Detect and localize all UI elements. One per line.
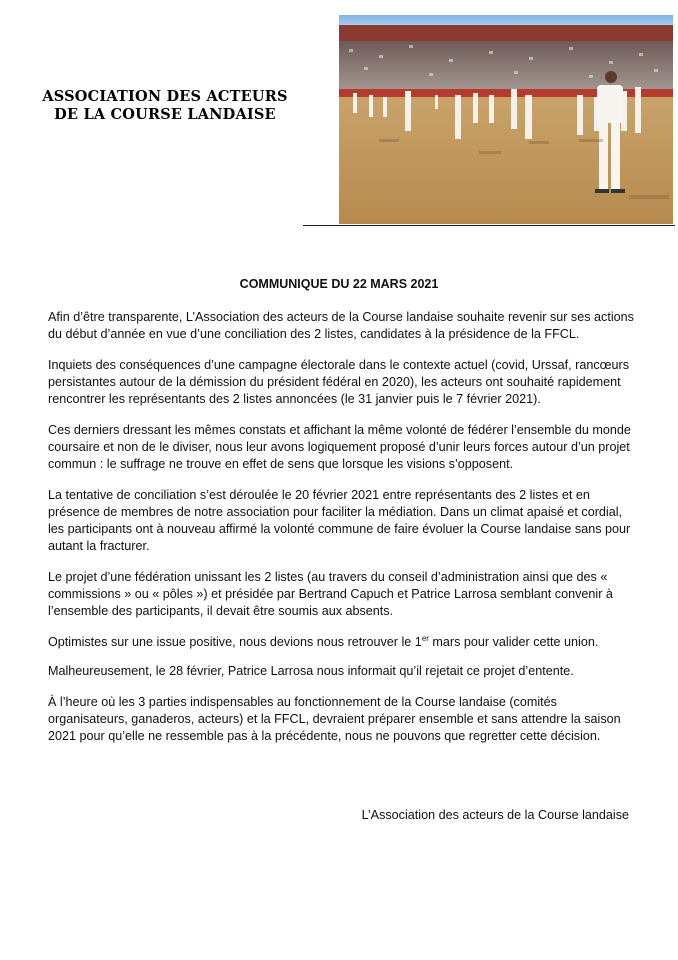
paragraph-4: La tentative de conciliation s’est déroulée le 20 février 2021 entre représentants des 2 listes et en présence de membres de notre association pour faciliter la médiation. Dans un climat apaisé et cordial, les participants ont à nouveau affirmé la volonté commune de faire évoluer la Course landaise sans pour autant la fracturer. bbox=[48, 488, 631, 553]
paragraph-6-start: Optimistes sur une issue positive, nous devions nous retrouver le 1 bbox=[48, 635, 422, 649]
paragraph-6 bbox=[48, 634, 638, 651]
signature: L’Association des acteurs de la Course landaise bbox=[361, 808, 629, 822]
communique-body bbox=[48, 309, 638, 759]
org-title-line-1: ASSOCIATION DES ACTEURS bbox=[42, 88, 288, 105]
arena-photo-illustration bbox=[339, 15, 673, 224]
communique-title: COMMUNIQUE DU 22 MARS 2021 bbox=[239, 277, 439, 291]
ordinal-superscript: er bbox=[421, 633, 429, 643]
paragraph-3: Ces derniers dressant les mêmes constats et affichant la même volonté de fédérer l’ensemble du monde coursaire et non de le diviser, nous leur avons logiquement proposé d’unir leurs forces autour d’un projet commun : le suffrage ne trouve en effet de sens que lorsque les visions s’opposent. bbox=[48, 423, 631, 471]
paragraph-5: Le projet d’une fédération unissant les 2 listes (au travers du conseil d’administration ainsi que des « commissions » ou « pôles ») et présidée par Bertrand Capuch et Patrice Larrosa semblant convenir à l’ensemble des participants, il devait être soumis aux absents. bbox=[48, 570, 613, 618]
header-divider bbox=[303, 225, 675, 226]
arena-photo bbox=[339, 15, 673, 224]
paragraph-8: À l’heure où les 3 parties indispensables au fonctionnement de la Course landaise (comités organisateurs, ganaderos, acteurs) et la FFCL, devraient préparer ensemble et sans attendre la saison 2021 pour qu’elle ne ressemble pas à la précédente, nous ne pouvons que regretter cette décision. bbox=[48, 695, 621, 743]
organization-title bbox=[30, 88, 300, 124]
paragraph-1: Afin d’être transparente, L’Association des acteurs de la Course landaise souhaite revenir sur ses actions du début d’année en vue d’une conciliation des 2 listes, candidates à la présidence de la FFCL. bbox=[48, 310, 634, 341]
paragraph-7: Malheureusement, le 28 février, Patrice Larrosa nous informait qu’il rejetait ce projet d’entente. bbox=[48, 664, 574, 678]
paragraph-6-end: mars pour valider cette union. bbox=[428, 635, 599, 649]
org-title-line-2: DE LA COURSE LANDAISE bbox=[54, 106, 276, 123]
paragraph-2: Inquiets des conséquences d’une campagne électorale dans le contexte actuel (covid, Urssaf, rancœurs persistantes autour de la démission du président fédéral en 2020), les acteurs ont souhaité rapidement rencontrer les représentants des 2 listes annoncées (le 31 janvier puis le 7 février 2021). bbox=[48, 358, 630, 406]
